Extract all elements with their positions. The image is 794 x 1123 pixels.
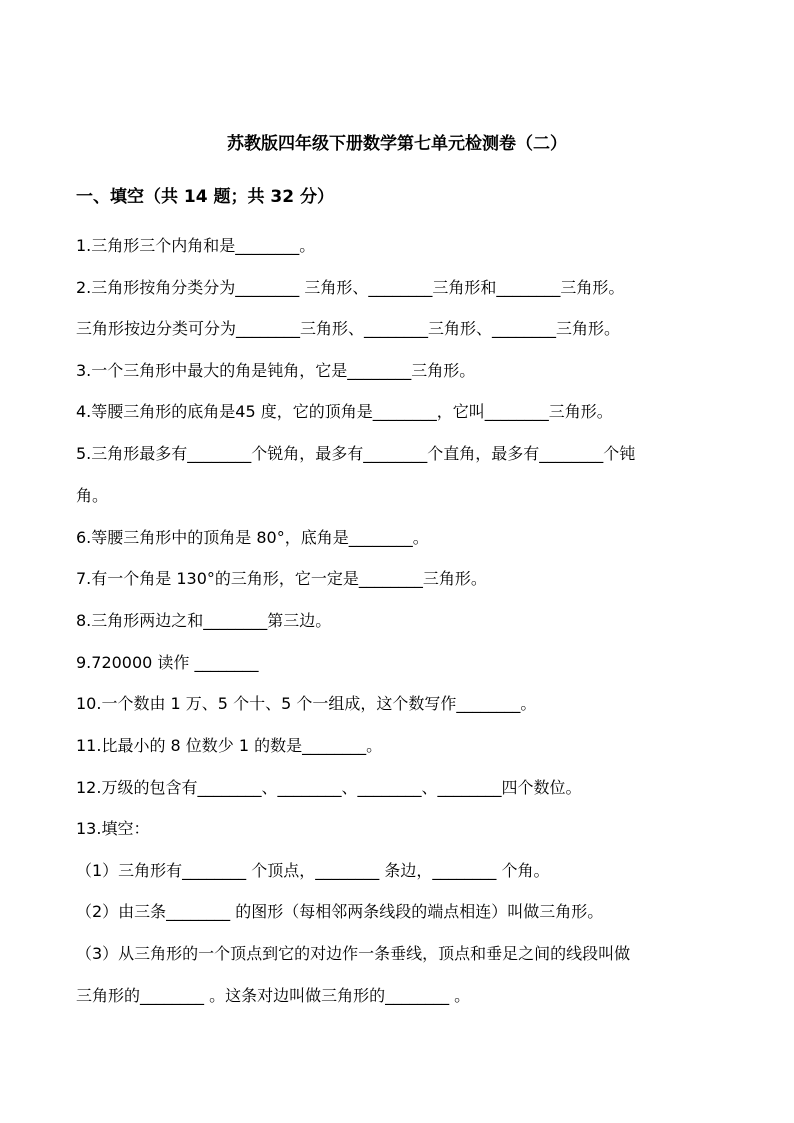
question-11: 11.比最小的 8 位数少 1 的数是________。 bbox=[76, 736, 383, 755]
question-2-sides: 三角形按边分类可分为________三角形、________三角形、________三角形。 bbox=[76, 319, 621, 338]
question-5-continued: 角。 bbox=[76, 486, 109, 505]
question-5: 5.三角形最多有________个锐角，最多有________个直角，最多有________个钝 bbox=[76, 444, 636, 463]
question-9: 9.720000 读作 ________ bbox=[76, 653, 259, 672]
question-13: 13.填空： bbox=[76, 819, 150, 838]
question-13-part-2: （2）由三条________ 的图形（每相邻两条线段的端点相连）叫做三角形。 bbox=[76, 902, 604, 921]
question-1: 1.三角形三个内角和是________。 bbox=[76, 236, 316, 255]
question-13-part-1: （1）三角形有________ 个顶点，________ 条边，________ 个角。 bbox=[76, 861, 550, 880]
worksheet-title: 苏教版四年级下册数学第七单元检测卷（二） bbox=[227, 134, 567, 154]
question-13-part-3-continued: 三角形的________ 。这条对边叫做三角形的________ 。 bbox=[76, 986, 471, 1005]
question-8: 8.三角形两边之和________第三边。 bbox=[76, 611, 332, 630]
question-10: 10.一个数由 1 万、5 个十、5 个一组成，这个数写作________。 bbox=[76, 694, 537, 713]
question-2-angles: 2.三角形按角分类分为________ 三角形、________三角形和________三角形。 bbox=[76, 278, 625, 297]
section-heading-fill-in: 一、填空（共 14 题；共 32 分） bbox=[76, 187, 334, 207]
question-6: 6.等腰三角形中的顶角是 80°，底角是________。 bbox=[76, 528, 429, 547]
question-12: 12.万级的包含有________、________、________、________四个数位。 bbox=[76, 778, 582, 797]
question-3: 3.一个三角形中最大的角是钝角，它是________三角形。 bbox=[76, 361, 476, 380]
question-7: 7.有一个角是 130°的三角形，它一定是________三角形。 bbox=[76, 569, 487, 588]
question-4: 4.等腰三角形的底角是45 度，它的顶角是________，它叫________三角形。 bbox=[76, 402, 613, 421]
question-13-part-3: （3）从三角形的一个顶点到它的对边作一条垂线，顶点和垂足之间的线段叫做 bbox=[76, 944, 631, 963]
